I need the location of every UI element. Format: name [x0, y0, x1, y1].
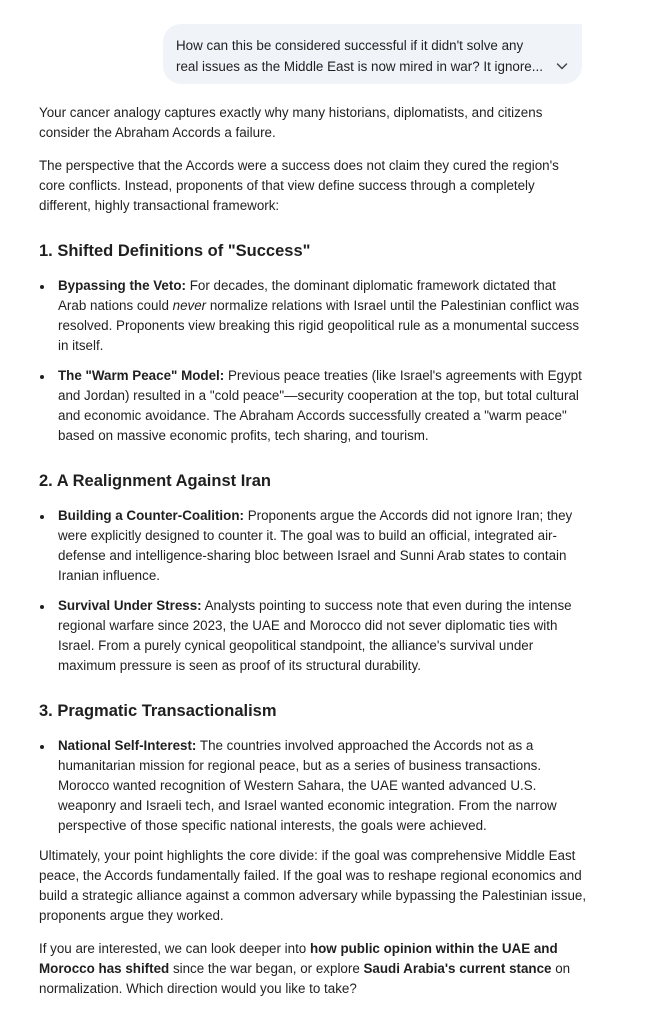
list-item: [58, 506, 587, 586]
section-heading-3: 3. Pragmatic Transactionalism: [39, 702, 277, 720]
bullet-text: For decades, the dominant diplomatic framework dictated that Arab nations could: [58, 278, 556, 313]
section-heading-2: 2. A Realignment Against Iran: [39, 472, 271, 490]
closing-text: since the war began, or explore: [169, 961, 364, 976]
bullet-title: The "Warm Peace" Model:: [58, 368, 225, 383]
closing-text: on normalization. Which direction would you like to take?: [39, 961, 571, 996]
section-2-list: [39, 506, 587, 676]
bullet-text: Previous peace treaties (like Israel's agreements with Egypt and Jordan) resulted in a "cold peace"—security cooperation at the top, but total cultural and economic avoidance. The Abraham Accords successfully created a "warm peace" based on massive economic profits, tech sharing, and tourism.: [58, 368, 582, 443]
closing-text: If you are interested, we can look deeper into: [39, 941, 310, 956]
bullet-text: Analysts pointing to success note that even during the intense regional warfare since 2023, the UAE and Morocco did not sever diplomatic ties with Israel. From a purely cynical geopolitical standpoint, the alliance's survival under maximum pressure is seen as proof of its structural durability.: [58, 598, 572, 673]
list-item: [58, 736, 587, 836]
section-heading-1: 1. Shifted Definitions of "Success": [39, 242, 311, 260]
emphasis-text: never: [172, 298, 207, 313]
bullet-title: Survival Under Stress:: [58, 598, 202, 613]
bullet-text: The countries involved approached the Accords not as a humanitarian mission for regional peace, but as a series of business transactions. Morocco wanted recognition of Western Sahara, the UAE wanted advanced U.S. weaponry and Israeli tech, and Israel wanted economic integration. From the narrow perspective of those specific national interests, the goals were achieved.: [58, 738, 557, 833]
section-1-list: [39, 276, 587, 446]
chevron-down-icon[interactable]: [554, 58, 570, 74]
list-item: [58, 276, 587, 356]
user-message-line-2: real issues as the Middle East is now mired in war? It ignore...: [176, 59, 543, 74]
user-message-bubble: [163, 24, 582, 84]
model-response: [39, 103, 587, 1012]
bullet-title: Building a Counter-Coalition:: [58, 508, 244, 523]
section-3-list: [39, 736, 587, 836]
response-closing: [39, 939, 587, 999]
bullet-title: National Self-Interest:: [58, 738, 197, 753]
response-intro-2: The perspective that the Accords were a success does not claim they cured the region's core conflicts. Instead, proponents of that view define success through a completely different, highly transactional framework:: [39, 158, 559, 213]
bullet-text: Proponents argue the Accords did not ignore Iran; they were explicitly designed to counter it. The goal was to build an official, integrated air-defense and intelligence-sharing bloc between Israel and Sunni Arab states to contain Iranian influence.: [58, 508, 573, 583]
bullet-text: normalize relations with Israel until the Palestinian conflict was resolved. Proponents view breaking this rigid geopolitical rule as a monumental success in itself.: [58, 298, 580, 353]
response-intro-1: Your cancer analogy captures exactly why many historians, diplomatists, and citizens consider the Abraham Accords a failure.: [39, 105, 543, 140]
closing-emphasis: how public opinion within the UAE and Morocco has shifted: [39, 941, 558, 976]
bullet-title: Bypassing the Veto:: [58, 278, 186, 293]
response-conclusion: Ultimately, your point highlights the core divide: if the goal was comprehensive Middle East peace, the Accords fundamentally failed. If the goal was to reshape regional economics and build a strategic alliance against a common adversary while bypassing the Palestinian issue, proponents argue they worked.: [39, 848, 587, 923]
list-item: [58, 596, 587, 676]
list-item: [58, 366, 587, 446]
user-message-line-1: How can this be considered successful if it didn't solve any: [176, 38, 524, 53]
closing-emphasis: Saudi Arabia's current stance: [363, 961, 552, 976]
